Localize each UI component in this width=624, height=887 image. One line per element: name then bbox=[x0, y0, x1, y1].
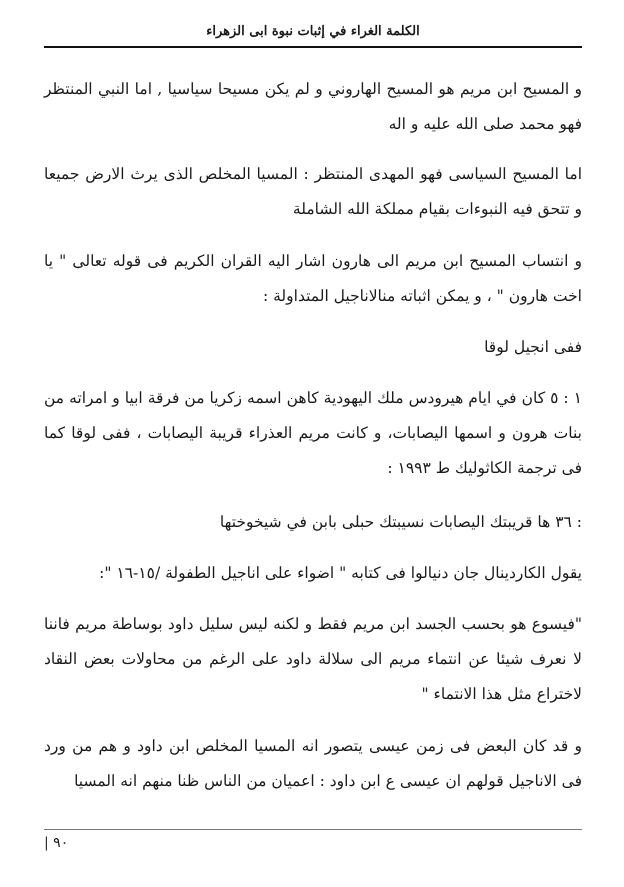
paragraph-6: : ٣٦ ها قريبتك اليصابات نسيبتك حبلى بابن في شيخوختها bbox=[219, 513, 582, 531]
paragraph-7: يقول الكاردينال جان دنيالوا فى كتابه " اضواء على اناجيل الطفولة /١٥-١٦ ": bbox=[99, 564, 582, 582]
footer-rule bbox=[44, 829, 582, 830]
page-number: ٩٠ | bbox=[44, 835, 69, 851]
paragraph-2: اما المسيح السياسى فهو المهدى المنتظر : المسيا المخلص الذى يرث الارض جميعا و تتحق فيه النبوءات بقيام مملكة الله الشاملة bbox=[44, 165, 582, 218]
paragraph-9: و قد كان البعض فى زمن عيسى يتصور انه المسيا المخلص ابن داود و هم من ورد فى الاناجيل قولهم ان عيسى ع ابن داود : اعميان من الناس ظنا منهم انه المسيا bbox=[44, 737, 582, 790]
paragraph-4: ففى انجيل لوقا bbox=[484, 338, 582, 356]
running-header: الكلمة الغراء في إثبات نبوة ابى الزهراء bbox=[206, 24, 420, 39]
paragraph-5: ١ : ٥ كان في ايام هيرودس ملك اليهودية كاهن اسمه زكريا من فرقة ابيا و امراته من بنات هرون و اسمها اليصابات، و كانت مريم العذراء قريبة اليصابات ، ففى لوقا كما فى ترجمة الكاثوليك ط ١٩٩٣ : bbox=[44, 389, 582, 477]
paragraph-3: و انتساب المسيح ابن مريم الى هارون اشار اليه القران الكريم فى قوله تعالى " يا اخت هارون " ، و يمكن اثباته منالاناجيل المتداولة : bbox=[44, 252, 582, 305]
paragraph-8: "فيسوع هو بحسب الجسد ابن مريم فقط و لكنه ليس سليل داود بوساطة مريم فاننا لا نعرف شيئا عن انتماء مريم الى سلالة داود على الرغم من محاولات بعض النقاد لاختراع مثل هذا الانتماء " bbox=[44, 615, 582, 703]
header-rule bbox=[44, 46, 582, 48]
paragraph-1: و المسيح ابن مريم هو المسيح الهاروني و لم يكن مسيحا سياسيا , اما النبي المنتظر فهو محمد صلى الله عليه و اله bbox=[44, 80, 582, 133]
